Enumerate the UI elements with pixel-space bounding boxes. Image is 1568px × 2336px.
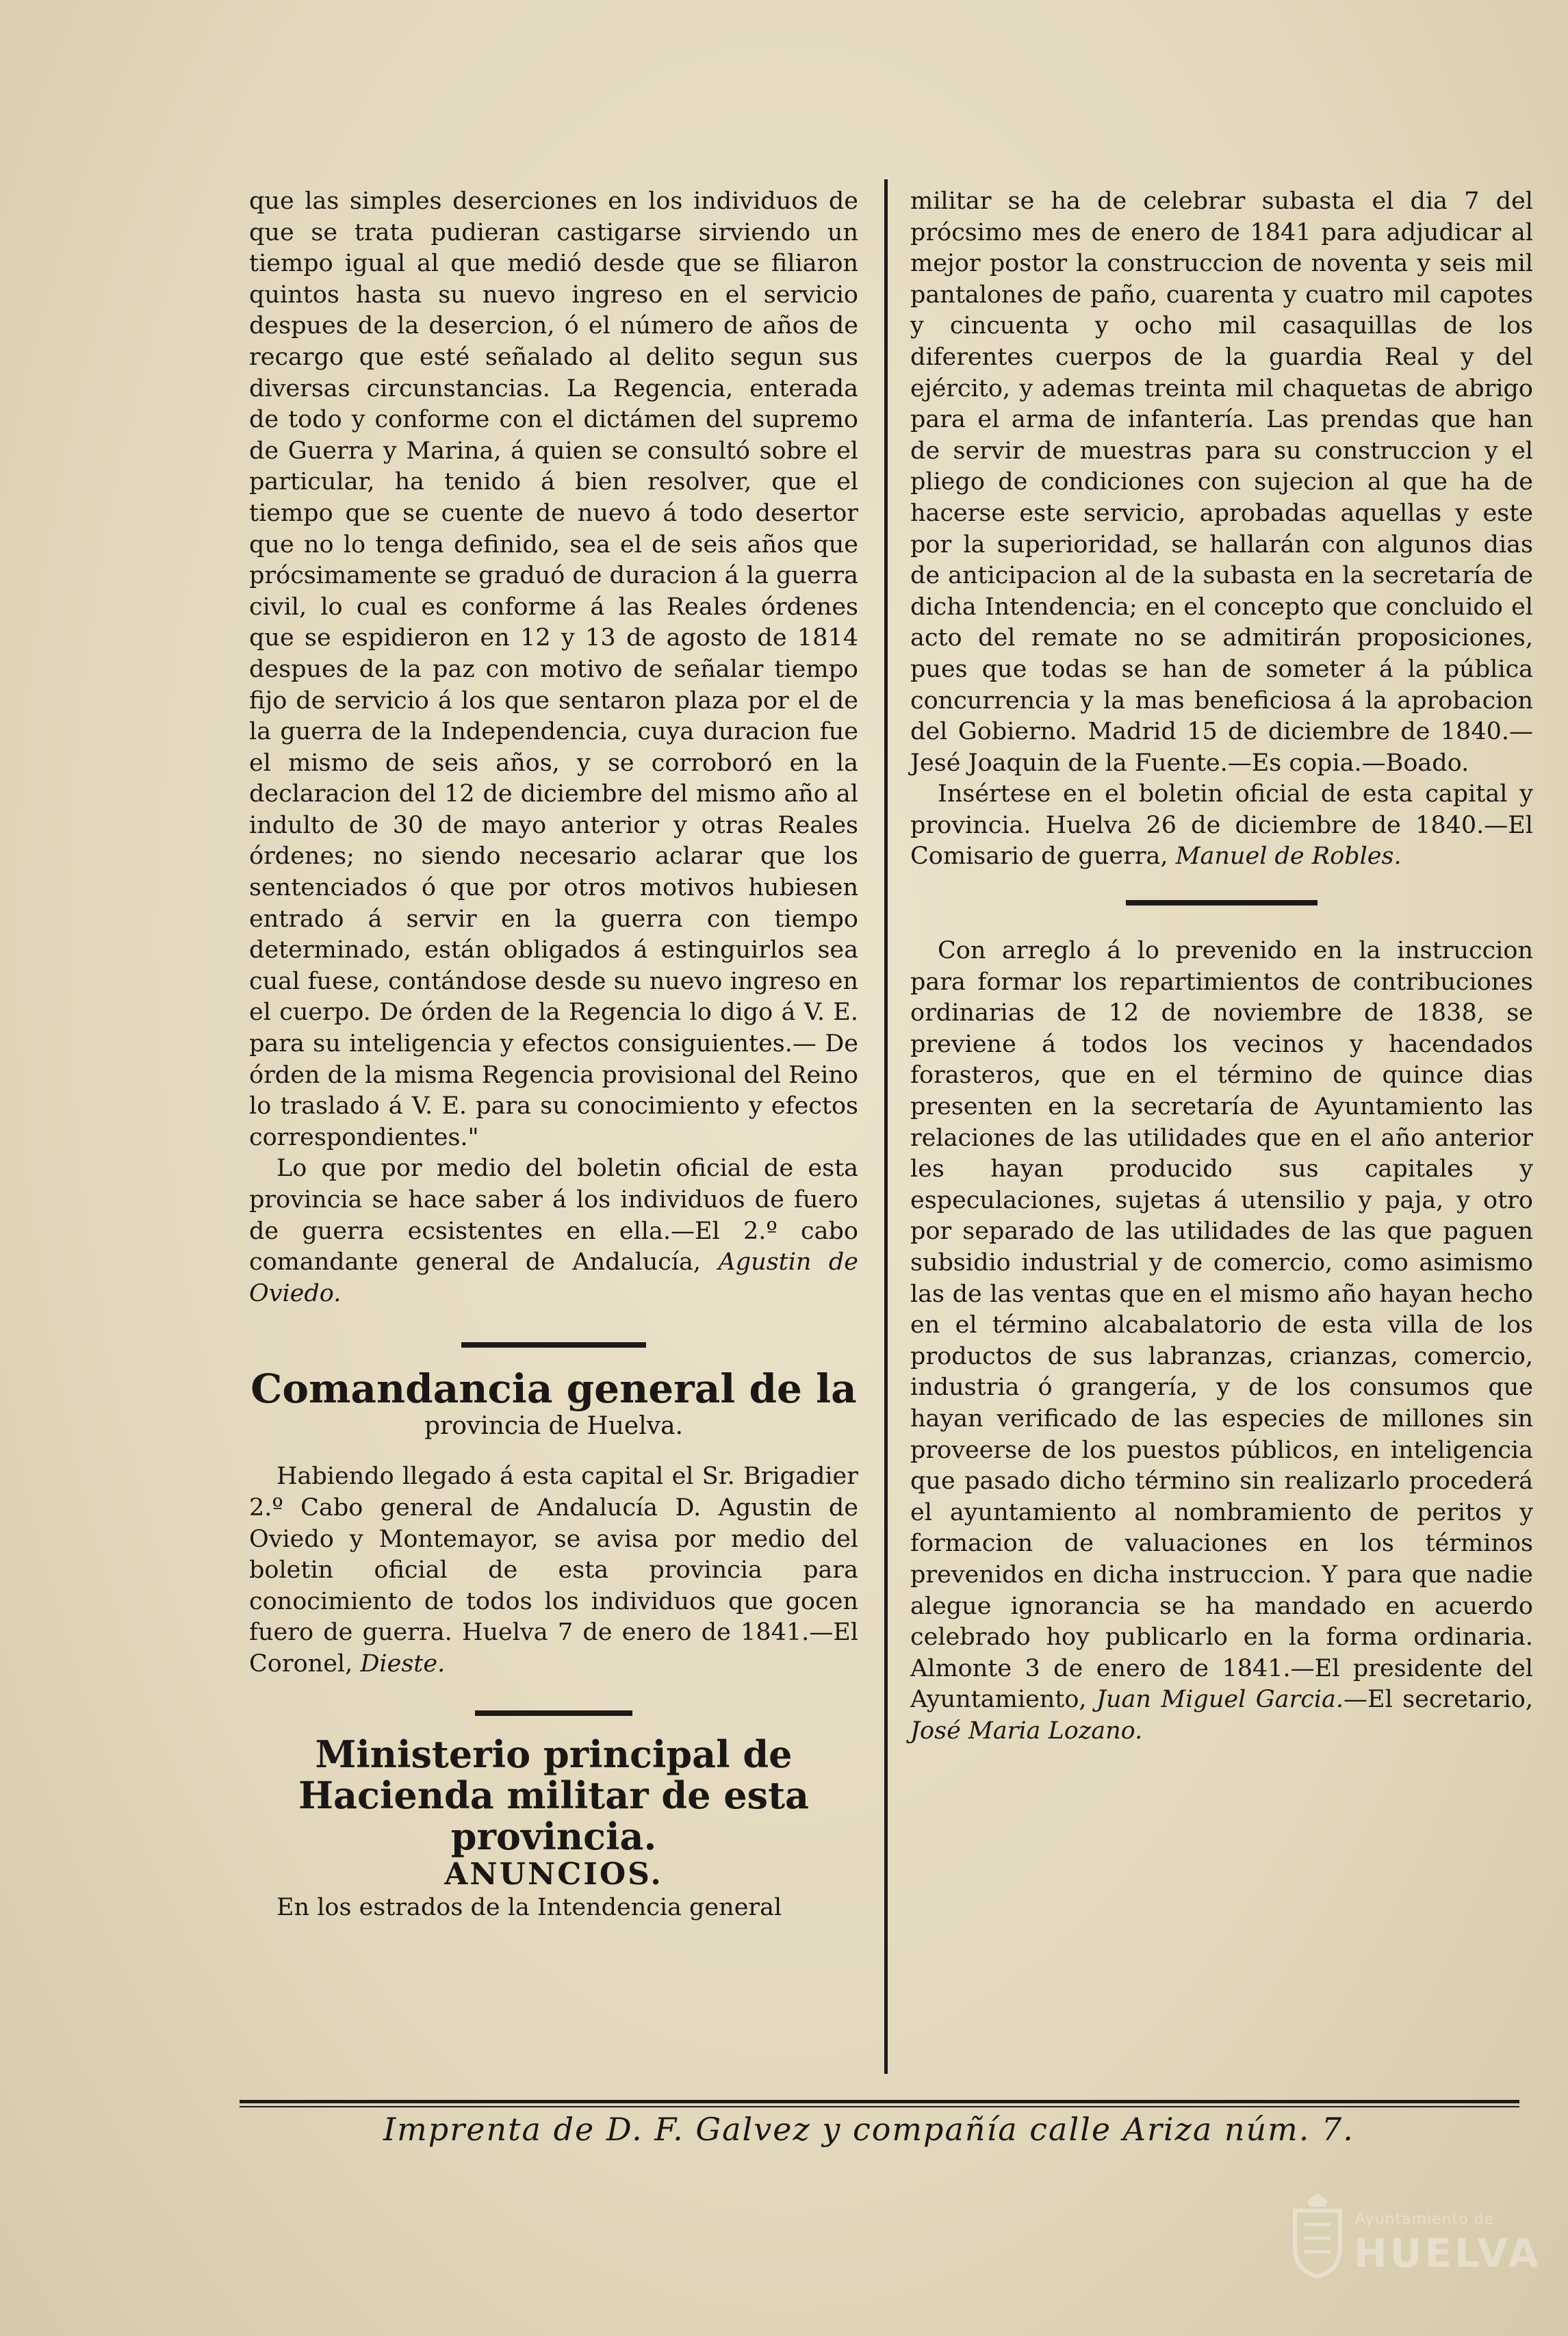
section-separator — [461, 1342, 646, 1348]
notice-fuero-guerra — [249, 1153, 858, 1309]
insertion-notice — [910, 779, 1533, 873]
signature-dieste: Dieste. — [360, 1650, 446, 1678]
notice-brigadier — [249, 1461, 858, 1680]
section-heading-anuncios: ANUNCIOS. — [444, 1856, 663, 1892]
signature-garcia: Juan Miguel Garcia. — [1096, 1686, 1344, 1714]
watermark-big-text: HUELVA — [1354, 2230, 1542, 2276]
section-heading-comandancia: Comandancia general de la — [250, 1365, 857, 1413]
footer-rule-thin — [240, 2106, 1519, 2107]
signature-robles: Manuel de Robles. — [1175, 843, 1402, 871]
article-continuation — [249, 186, 858, 1153]
left-column — [249, 186, 858, 1923]
signature-lozano: José Maria Lozano. — [910, 1717, 1143, 1745]
archive-watermark — [1287, 2190, 1542, 2286]
right-column — [910, 186, 1533, 1747]
notice-fuero-guerra-text: Lo que por medio del boletin oficial de esta provincia se hace saber á los individuos de fuero de guerra ecsistentes en ella.—El 2.º cabo comandante general de Andalucía, — [249, 1155, 858, 1276]
section-separator — [1126, 900, 1318, 906]
coat-of-arms-icon — [1287, 2190, 1348, 2279]
notice-brigadier-text: Habiendo llegado á esta capital el Sr. Brigadier 2.º Cabo general de Andalucía D. Agustin de Oviedo y Montemayor, se avisa por medio del boletin oficial de esta provincia para conocimiento de todos los individuos que gocen fuero de guerra. Huelva 7 de enero de 1841.—El Coronel, — [249, 1463, 858, 1678]
section-separator — [475, 1710, 632, 1716]
insertion-notice-text: Insértese en el boletin oficial de esta capital y provincia. Huelva 26 de diciembre de 1840.—El Comisario de guerra, — [910, 780, 1533, 871]
watermark-small-text: Ayuntamiento de — [1355, 2211, 1495, 2228]
almonte-notice-text: Con arreglo á lo prevenido en la instruccion para formar los repartimientos de contribuciones ordinarias de 12 de noviembre de 1838, se previene á todos los vecinos y hacendados forasteros, que en el término de quince dias presenten en la secretaría de Ayuntamiento las relaciones de las utilidades que en el año anterior les hayan producido sus capitales y especulaciones, sujetas á utensilio y paja, y otro por separado de las utilidades de las que paguen subsidio industrial y de comercio, como asimismo las de las ventas que en el mismo año hayan hecho en el término alcabalatorio de esta villa de los productos de sus labranzas, crianzas, comercio, industria ó grangería, y de los consumos que hayan verificado de las especies de millones sin proveerse de los puestos públicos, en inteligencia que pasado dicho término sin realizarlo procederá el ayuntamiento al nombramiento de peritos y formacion de valuaciones en los términos prevenidos en dicha instruccion. Y para que nadie alegue ignorancia se ha mandado en acuerdo celebrado hoy publicarlo en la forma ordinaria. Almonte 3 de enero de 1841.—El presidente del Ayuntamiento, — [910, 937, 1533, 1714]
almonte-notice-secretary: —El secretario, — [1344, 1686, 1533, 1714]
signature-oviedo: Agustin de Oviedo. — [249, 1248, 858, 1307]
printer-imprint: Imprenta de D. F. Galvez y compañía calle Ariza núm. 7. — [383, 2111, 1354, 2148]
announcement-start: En los estrados de la Intendencia general — [277, 1893, 782, 1921]
almonte-notice — [910, 936, 1533, 1747]
column-divider — [884, 179, 888, 2074]
section-subheading-huelva: provincia de Huelva. — [424, 1412, 683, 1441]
footer-rule — [240, 2100, 1519, 2103]
article-continuation-text: que las simples deserciones en los individuos de que se trata pudieran castigarse sirviendo un tiempo igual al que medió desde que se filiaron quintos hasta su nuevo ingreso en el servicio despues de la desercion, ó el número de años de recargo que esté señalado al delito segun sus diversas circunstancias. La Regencia, enterada de todo y conforme con el dictámen del supremo de Guerra y Marina, á quien se consultó sobre el particular, ha tenido á bien resolver, que el tiempo que se cuente de nuevo á todo desertor que no lo tenga definido, sea el de seis años que prócsimamente se graduó de duracion á la guerra civil, lo cual es conforme á las Reales órdenes que se espidieron en 12 y 13 de agosto de 1814 despues de la paz con motivo de señalar tiempo fijo de servicio á los que sentaron plaza por el de la guerra de la Independencia, cuya duracion fue el mismo de seis años, y se corroboró en la declaracion del 12 de diciembre del mismo año al indulto de 30 de mayo anterior y otras Reales órdenes; no siendo necesario aclarar que los sentenciados ó que por otros motivos hubiesen entrado á servir en la guerra con tiempo determinado, están obligados á estinguirlos sea cual fuese, contándose desde su nuevo ingreso en el cuerpo. De órden de la Regencia lo digo á V. E. para su inteligencia y efectos consiguientes.— De órden de la misma Regencia provisional del Reino lo traslado á V. E. para su conocimiento y efectos correspondientes." — [249, 188, 858, 1151]
auction-announcement-text: militar se ha de celebrar subasta el dia 7 del prócsimo mes de enero de 1841 para adjudicar al mejor postor la construccion de noventa y seis mil pantalones de paño, cuarenta y cuatro mil capotes y cincuenta y ocho mil casaquillas de los diferentes cuerpos de la guardia Real y del ejército, y ademas treinta mil chaquetas de abrigo para el arma de infantería. Las prendas que han de servir de muestras para su construccion y el pliego de condiciones con sujecion al que ha de hacerse este servicio, aprobadas aquellas y este por la superioridad, se hallarán con algunos dias de anticipacion al de la subasta en la secretaría de dicha Intendencia; en el concepto que concluido el acto del remate no se admitirán proposiciones, pues que todas se han de someter á la pública concurrencia y la mas beneficiosa á la aprobacion del Gobierno. Madrid 15 de diciembre de 1840.—Jesé Joaquin de la Fuente.—Es copia.—Boado. — [910, 188, 1533, 777]
auction-announcement — [910, 186, 1533, 779]
section-heading-ministerio: Ministerio principal de Hacienda militar de esta provincia. — [298, 1732, 810, 1858]
